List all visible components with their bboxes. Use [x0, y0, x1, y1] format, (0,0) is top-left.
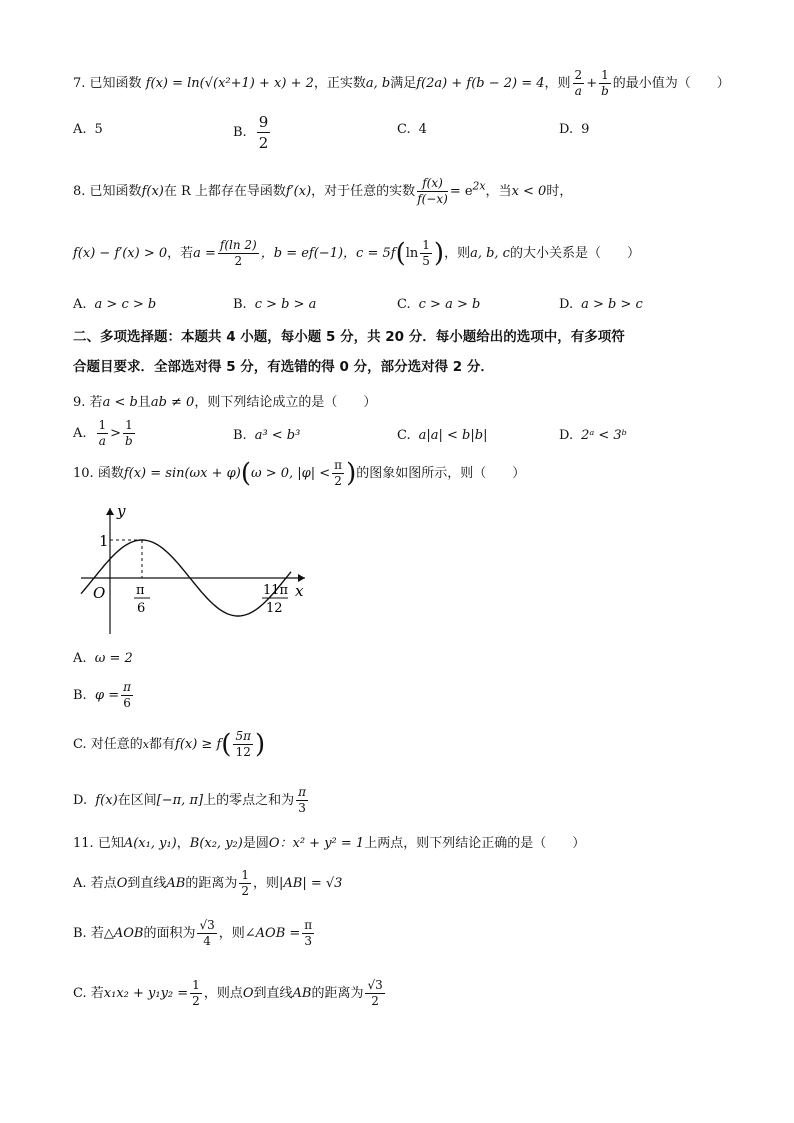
question-7: [73, 68, 730, 99]
question-text: ，当: [485, 184, 512, 199]
y-axis-label: y: [117, 502, 126, 520]
question-text: ，正实数: [313, 76, 366, 91]
option-label: A.: [73, 876, 87, 891]
option-value: c > a > b: [418, 297, 481, 312]
option-label: B.: [233, 297, 247, 312]
right-paren: ): [254, 729, 266, 760]
option-label: D.: [559, 428, 574, 443]
option-text: 对任意的: [90, 737, 143, 752]
numerator: f(x): [417, 176, 448, 192]
numerator: 1: [241, 868, 249, 882]
exponent: 2x: [472, 179, 486, 193]
interval: [−π, π]: [156, 793, 204, 808]
question-text: 上两点，则下列结论正确的是（ ）: [364, 836, 586, 851]
x-axis-label: x: [295, 582, 304, 600]
question-text: ，则下列结论成立的是（ ）: [194, 395, 377, 410]
option-b[interactable]: [233, 112, 272, 153]
q11-option-a[interactable]: [73, 868, 342, 899]
question-number: 7.: [73, 76, 86, 91]
option-text: 到直线: [127, 876, 167, 891]
conclusion: |AB| = √3: [279, 876, 343, 891]
numerator: 1: [192, 978, 200, 992]
question-text: ，则: [544, 76, 571, 91]
q10-option-a[interactable]: [73, 651, 133, 666]
plus-sign: +: [586, 76, 598, 91]
option-label: C.: [73, 986, 87, 1001]
numerator: π: [334, 458, 343, 472]
question-text: ，对于任意的实数: [311, 184, 416, 199]
option-text: ，则: [218, 926, 245, 941]
question-number: 11.: [73, 836, 94, 851]
option-value: 2ᵃ < 3ᵇ: [581, 428, 627, 443]
question-11: [73, 832, 585, 851]
numerator: √3: [367, 978, 383, 992]
option-label: B.: [73, 926, 87, 941]
point-o: O: [116, 876, 128, 891]
x-axis-arrow: [298, 574, 305, 582]
option-value: a > c > b: [94, 297, 157, 312]
denominator: 3: [298, 801, 306, 815]
fraction: [121, 680, 133, 711]
q10-option-b[interactable]: [73, 680, 135, 711]
option-value: a³ < b³: [254, 428, 301, 443]
numerator: 2: [574, 68, 583, 82]
denominator: 2: [234, 254, 243, 268]
question-text: 在 R 上都存在导函数: [163, 184, 286, 199]
y-axis-arrow: [106, 508, 114, 515]
question-text: 且: [137, 395, 151, 410]
angle: ∠AOB =: [244, 926, 301, 941]
option-label: D.: [73, 793, 88, 808]
question-8: [73, 176, 572, 207]
option-label: A.: [73, 122, 87, 137]
option-text: 到直线: [253, 986, 293, 1001]
option-label: A.: [73, 426, 87, 441]
left-paren: (: [221, 729, 232, 760]
option-text: ，则: [252, 876, 279, 891]
denominator: 6: [123, 696, 131, 710]
q10-option-d[interactable]: [73, 785, 310, 816]
fraction: [420, 238, 432, 269]
fraction: [365, 978, 384, 1009]
dot-product: x₁x₂ + y₁y₂ =: [103, 986, 189, 1001]
question-text: ，则: [444, 246, 471, 261]
denominator: b: [601, 84, 609, 98]
line-ab: AB: [292, 986, 312, 1001]
option-b[interactable]: [233, 428, 300, 443]
option-c[interactable]: [397, 122, 427, 137]
question-9: [73, 391, 376, 410]
option-value: c > b > a: [254, 297, 317, 312]
tick-pi-6-denominator: 6: [137, 601, 146, 616]
condition: a < b: [102, 395, 138, 410]
denominator: 2: [241, 884, 249, 898]
sine-graph: [73, 500, 313, 640]
left-paren: (: [395, 238, 406, 269]
option-value: a|a| < b|b|: [418, 428, 488, 443]
ln-symbol: ln: [405, 246, 419, 261]
numerator: 1: [601, 68, 609, 82]
derivative-symbol: f′(x): [285, 184, 312, 199]
denominator: b: [125, 434, 133, 448]
denominator: 2: [192, 994, 200, 1008]
option-a[interactable]: [73, 122, 103, 137]
section-heading-line: 二、多项选择题：本题共 4 小题，每小题 5 分，共 20 分．每小题给出的选项中，有多项符: [73, 329, 625, 345]
option-value: 5: [94, 122, 103, 137]
function-symbol: f(x): [141, 184, 164, 199]
option-value: 9: [581, 122, 590, 137]
option-text: 若点: [90, 876, 117, 891]
option-text: 的面积为: [143, 926, 196, 941]
numerator: 1: [422, 238, 430, 252]
equals-e: = e: [449, 184, 473, 199]
right-paren: ): [433, 238, 445, 269]
question-10: [73, 458, 525, 489]
numerator: 1: [125, 418, 133, 432]
section-heading: [73, 322, 728, 382]
question-text: ，若: [167, 246, 194, 261]
question-text: 的最小值为（ ）: [612, 76, 730, 91]
option-text: ，则点: [203, 986, 243, 1001]
option-label: A.: [73, 651, 87, 666]
denominator: 2: [371, 994, 379, 1008]
function-expression: f(x) = sin(ωx + φ): [123, 466, 241, 481]
option-label: C.: [73, 737, 87, 752]
denominator: 2: [258, 134, 269, 152]
denominator: a: [98, 434, 106, 448]
variables: a, b, c: [470, 246, 510, 261]
question-text: 时，: [546, 184, 573, 199]
question-text: 满足: [390, 76, 417, 91]
option-label: C.: [397, 122, 411, 137]
option-c[interactable]: [397, 428, 487, 443]
fraction: [123, 418, 135, 449]
inequality: f(x) − f′(x) > 0: [73, 246, 168, 261]
tick-11pi-12-denominator: 12: [266, 601, 283, 616]
variables: a, b: [365, 76, 391, 91]
option-text: 上的零点之和为: [203, 793, 295, 808]
denominator: a: [574, 84, 582, 98]
option-text: 在区间: [117, 793, 157, 808]
left-paren: (: [240, 458, 251, 489]
option-value: a > b > c: [581, 297, 643, 312]
option-value: 4: [418, 122, 427, 137]
circle-equation: O：x² + y² = 1: [268, 836, 365, 851]
comparison: >: [110, 426, 122, 441]
point-o: O: [242, 986, 254, 1001]
numerator: √3: [199, 918, 215, 932]
question-text: 是圆: [242, 836, 269, 851]
fraction: [97, 418, 109, 449]
a-definition: a =: [193, 246, 216, 261]
line-ab: AB: [166, 876, 186, 891]
numerator: π: [123, 680, 131, 694]
option-label: B.: [73, 688, 87, 703]
fraction: [190, 978, 202, 1009]
option-label: B.: [233, 125, 247, 140]
fraction: [257, 112, 271, 153]
separator: ，: [176, 836, 190, 851]
fraction: [302, 918, 314, 949]
numerator: f(ln 2): [219, 238, 257, 252]
option-label: C.: [397, 428, 411, 443]
tick-pi-6-numerator: π: [136, 583, 145, 598]
point-b: B(x₂, y₂): [189, 836, 243, 851]
condition: x < 0: [511, 184, 547, 199]
option-d[interactable]: [559, 428, 627, 443]
numerator: 5π: [235, 729, 251, 743]
question-text: 的大小关系是（ ）: [509, 246, 640, 261]
option-label: B.: [233, 428, 247, 443]
option-text: 的距离为: [185, 876, 238, 891]
numerator: 1: [98, 418, 107, 432]
denominator: f(−x): [417, 192, 448, 206]
fraction: [233, 729, 253, 760]
question-number: 10.: [73, 466, 94, 481]
option-b[interactable]: [233, 297, 316, 312]
option-text: 若: [90, 926, 104, 941]
numerator: π: [304, 918, 313, 932]
question-text: 已知函数: [89, 184, 142, 199]
option-label: A.: [73, 297, 87, 312]
fraction: [599, 68, 611, 99]
condition: ab ≠ 0: [150, 395, 195, 410]
function-symbol: f(x): [95, 793, 118, 808]
b-definition: ，b = ef(−1): [260, 246, 344, 261]
option-d[interactable]: [559, 297, 643, 312]
question-text: 的图象如图所示，则（ ）: [356, 466, 526, 481]
triangle: △AOB: [103, 926, 144, 941]
origin-label: O: [93, 584, 106, 602]
denominator: 2: [334, 474, 342, 488]
peak-value-label: 1: [99, 532, 109, 550]
numerator: π: [298, 785, 306, 799]
fraction: [218, 238, 259, 269]
q11-option-c[interactable]: [73, 978, 387, 1009]
option-c[interactable]: [397, 297, 480, 312]
function-expression: f(x) = ln(√(x²+1) + x) + 2: [145, 76, 314, 91]
denominator: 12: [235, 745, 251, 759]
option-text: 的距离为: [311, 986, 364, 1001]
condition: ω > 0, |φ| <: [250, 466, 331, 481]
denominator: 5: [422, 254, 430, 268]
option-label: D.: [559, 122, 574, 137]
section-heading-line: 合题目要求．全部选对得 5 分，有选错的得 0 分，部分选对得 2 分．: [73, 359, 494, 375]
fraction: [417, 176, 448, 207]
q11-option-b[interactable]: [73, 918, 316, 949]
question-text: 已知: [97, 836, 124, 851]
right-paren: ): [346, 458, 357, 489]
option-a[interactable]: [73, 418, 137, 449]
numerator: 9: [258, 113, 269, 131]
q10-option-c[interactable]: [73, 729, 265, 760]
option-a[interactable]: [73, 297, 156, 312]
fraction: [239, 868, 251, 899]
fraction: [573, 68, 585, 99]
option-d[interactable]: [559, 122, 589, 137]
question-text: 若: [89, 395, 103, 410]
fraction: [197, 918, 216, 949]
option-text: 都有: [149, 737, 176, 752]
question-8-line-2: [73, 238, 640, 269]
option-value: φ =: [94, 688, 120, 703]
option-text: 若: [90, 986, 104, 1001]
fraction: [332, 458, 344, 489]
option-label: C.: [397, 297, 411, 312]
c-definition: ，c = 5f: [343, 246, 396, 261]
denominator: 4: [203, 934, 211, 948]
fraction: [296, 785, 308, 816]
denominator: 3: [304, 934, 313, 948]
question-number: 9.: [73, 395, 86, 410]
variable: x: [142, 738, 149, 751]
option-label: D.: [559, 297, 574, 312]
question-text: 函数: [97, 466, 124, 481]
point-a: A(x₁, y₁): [123, 836, 177, 851]
inequality: f(x) ≥ f: [175, 737, 222, 752]
condition: f(2a) + f(b − 2) = 4: [416, 76, 545, 91]
question-number: 8.: [73, 184, 86, 199]
question-text: 已知函数: [89, 76, 142, 91]
tick-11pi-12-numerator: 11π: [263, 583, 289, 598]
option-value: ω = 2: [94, 651, 133, 666]
